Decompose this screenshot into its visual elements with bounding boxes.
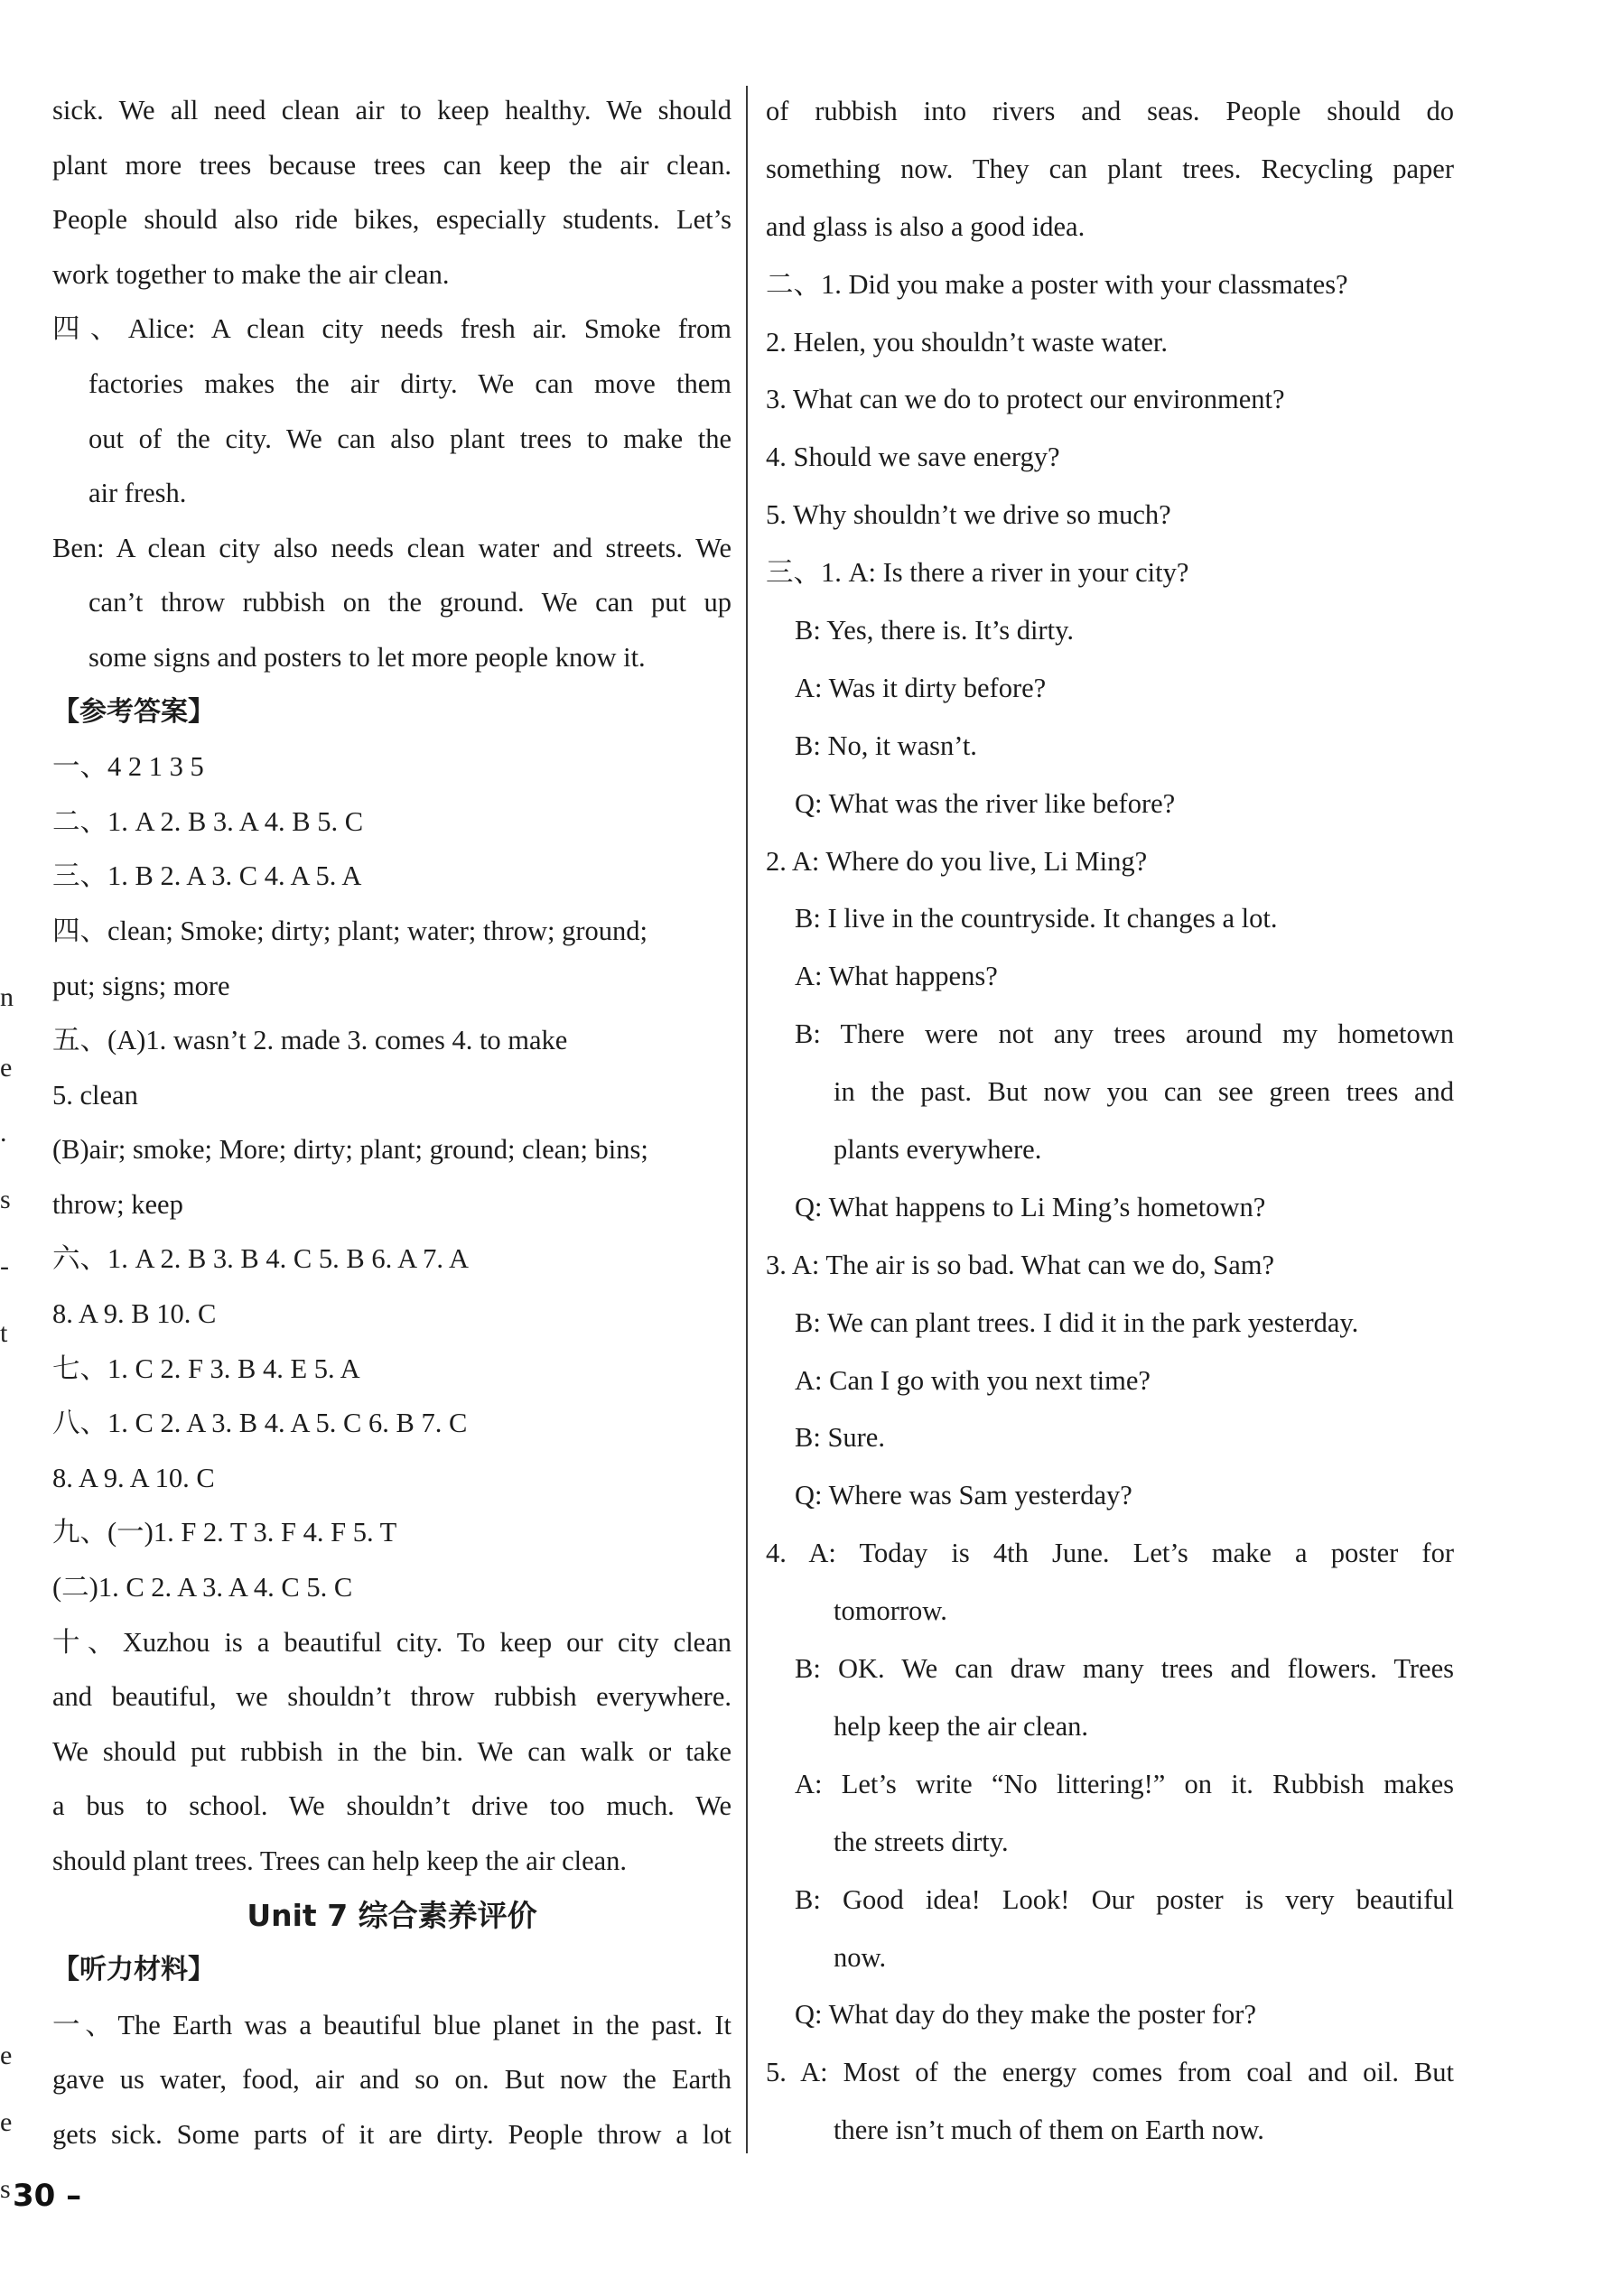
- edge-fragment: .: [0, 1118, 7, 1148]
- text-line: some signs and posters to let more people know it.: [89, 641, 646, 673]
- text-line: (B)air; smoke; More; dirty; plant; ground; clean; bins;: [52, 1134, 648, 1166]
- left-column: [52, 83, 731, 2162]
- right-column: [766, 83, 1454, 2160]
- text-line: a bus to school. We shouldn’t drive too much. We: [52, 1790, 731, 1822]
- text-line: B: No, it wasn’t.: [795, 730, 977, 761]
- text-line: B: Yes, there is. It’s dirty.: [795, 615, 1074, 646]
- text-line: plants everywhere.: [834, 1134, 1042, 1166]
- section-heading: 【参考答案】: [52, 695, 215, 728]
- text-line: 5. clean: [52, 1079, 138, 1111]
- text-line: work together to make the air clean.: [52, 258, 450, 290]
- text-line: Q: What happens to Li Ming’s hometown?: [795, 1191, 1266, 1222]
- text-line: 八、1. C 2. A 3. B 4. A 5. C 6. B 7. C: [52, 1408, 468, 1439]
- text-line: 4. Should we save energy?: [766, 442, 1060, 473]
- edge-fragment: t: [0, 1318, 8, 1348]
- edge-fragment: s: [0, 2174, 11, 2204]
- text-line: gave us water, food, air and so on. But now the Earth: [52, 2064, 731, 2096]
- text-line: put; signs; more: [52, 970, 230, 1001]
- text-line: 三、1. A: Is there a river in your city?: [766, 557, 1189, 589]
- text-line: out of the city. We can also plant trees to make the: [89, 423, 731, 454]
- text-line: 三、1. B 2. A 3. C 4. A 5. A: [52, 860, 362, 892]
- edge-fragment: e: [0, 2040, 13, 2070]
- text-line: and glass is also a good idea.: [766, 210, 1086, 242]
- unit-title: Unit 7 综合素养评价: [247, 1897, 537, 1933]
- text-line: 4. A: Today is 4th June. Let’s make a poster for: [766, 1538, 1454, 1569]
- text-line: 8. A 9. A 10. C: [52, 1462, 215, 1493]
- edge-fragment: n: [0, 982, 14, 1012]
- text-line: B: OK. We can draw many trees and flowers. Trees: [795, 1653, 1454, 1685]
- text-line: should plant trees. Trees can help keep the air clean.: [52, 1845, 628, 1876]
- text-line: 5. Why shouldn’t we drive so much?: [766, 499, 1171, 531]
- text-line: 四、Alice: A clean city needs fresh air. Smoke from: [52, 313, 731, 345]
- edge-fragment: e: [0, 2107, 13, 2137]
- text-line: Q: What day do they make the poster for?: [795, 1999, 1256, 2031]
- edge-fragment: s: [0, 1185, 11, 1214]
- column-divider: [746, 86, 748, 2153]
- text-line: 一、4 2 1 3 5: [52, 751, 204, 783]
- text-line: A: Can I go with you next time?: [795, 1364, 1151, 1396]
- text-line: air fresh.: [89, 478, 187, 509]
- text-line: can’t throw rubbish on the ground. We can put up: [89, 587, 731, 618]
- text-line: gets sick. Some parts of it are dirty. People throw a lot: [52, 2118, 731, 2150]
- text-line: Q: What was the river like before?: [795, 787, 1176, 819]
- text-line: 二、1. Did you make a poster with your classmates?: [766, 268, 1348, 300]
- text-line: 5. A: Most of the energy comes from coal and oil. But: [766, 2057, 1454, 2088]
- page-edge-fragments: [0, 0, 27, 2296]
- text-line: A: What happens?: [795, 961, 998, 992]
- text-line: help keep the air clean.: [834, 1710, 1088, 1742]
- text-line: there isn’t much of them on Earth now.: [834, 2115, 1264, 2146]
- text-line: 2. A: Where do you live, Li Ming?: [766, 845, 1148, 877]
- text-line: sick. We all need clean air to keep healthy. We should: [52, 95, 731, 125]
- text-line: B: Sure.: [795, 1422, 885, 1454]
- text-line: B: There were not any trees around my hometown: [795, 1018, 1454, 1050]
- text-line: 十、Xuzhou is a beautiful city. To keep our city clean: [52, 1626, 731, 1658]
- text-line: 2. Helen, you shouldn’t waste water.: [766, 326, 1168, 358]
- text-line: 五、(A)1. wasn’t 2. made 3. comes 4. to make: [52, 1025, 568, 1056]
- edge-fragment: e: [0, 1053, 13, 1083]
- section-heading: 【听力材料】: [52, 1954, 215, 1986]
- text-line: 二、1. A 2. B 3. A 4. B 5. C: [52, 805, 364, 837]
- text-line: 3. A: The air is so bad. What can we do, Sam?: [766, 1249, 1274, 1280]
- text-line: something now. They can plant trees. Recycling paper: [766, 153, 1454, 184]
- text-line: of rubbish into rivers and seas. People should do: [766, 96, 1454, 126]
- text-line: Q: Where was Sam yesterday?: [795, 1480, 1132, 1511]
- text-line: tomorrow.: [834, 1595, 947, 1627]
- text-line: plant more trees because trees can keep the air clean.: [52, 149, 731, 181]
- text-line: 六、1. A 2. B 3. B 4. C 5. B 6. A 7. A: [52, 1243, 469, 1275]
- text-line: now.: [834, 1941, 887, 1973]
- text-line: We should put rubbish in the bin. We can walk or take: [52, 1735, 731, 1767]
- text-line: 一、The Earth was a beautiful blue planet in the past. It: [52, 2009, 731, 2040]
- text-line: Ben: A clean city also needs clean water and streets. We: [52, 532, 731, 563]
- text-line: B: We can plant trees. I did it in the park yesterday.: [795, 1306, 1359, 1338]
- edge-fragment: -: [0, 1251, 9, 1281]
- text-line: 四、clean; Smoke; dirty; plant; water; throw; ground;: [52, 915, 648, 946]
- text-line: A: Was it dirty before?: [795, 672, 1047, 703]
- text-line: the streets dirty.: [834, 1826, 1009, 1857]
- page-number: 30 –: [13, 2178, 82, 2214]
- text-line: 3. What can we do to protect our environment?: [766, 384, 1285, 415]
- text-line: A: Let’s write “No littering!” on it. Rubbish makes: [795, 1768, 1454, 1799]
- text-line: (二)1. C 2. A 3. A 4. C 5. C: [52, 1572, 353, 1603]
- text-line: People should also ride bikes, especially students. Let’s: [52, 204, 731, 236]
- text-line: 8. A 9. B 10. C: [52, 1298, 217, 1330]
- text-line: 九、(一)1. F 2. T 3. F 4. F 5. T: [52, 1517, 397, 1548]
- text-line: throw; keep: [52, 1188, 183, 1220]
- text-line: B: Good idea! Look! Our poster is very beautiful: [795, 1883, 1454, 1915]
- text-line: in the past. But now you can see green trees and: [834, 1076, 1454, 1108]
- text-line: 七、1. C 2. F 3. B 4. E 5. A: [52, 1353, 360, 1384]
- text-line: and beautiful, we shouldn’t throw rubbish everywhere.: [52, 1681, 731, 1713]
- text-line: B: I live in the countryside. It changes a lot.: [795, 903, 1278, 934]
- text-line: factories makes the air dirty. We can move them: [89, 367, 731, 399]
